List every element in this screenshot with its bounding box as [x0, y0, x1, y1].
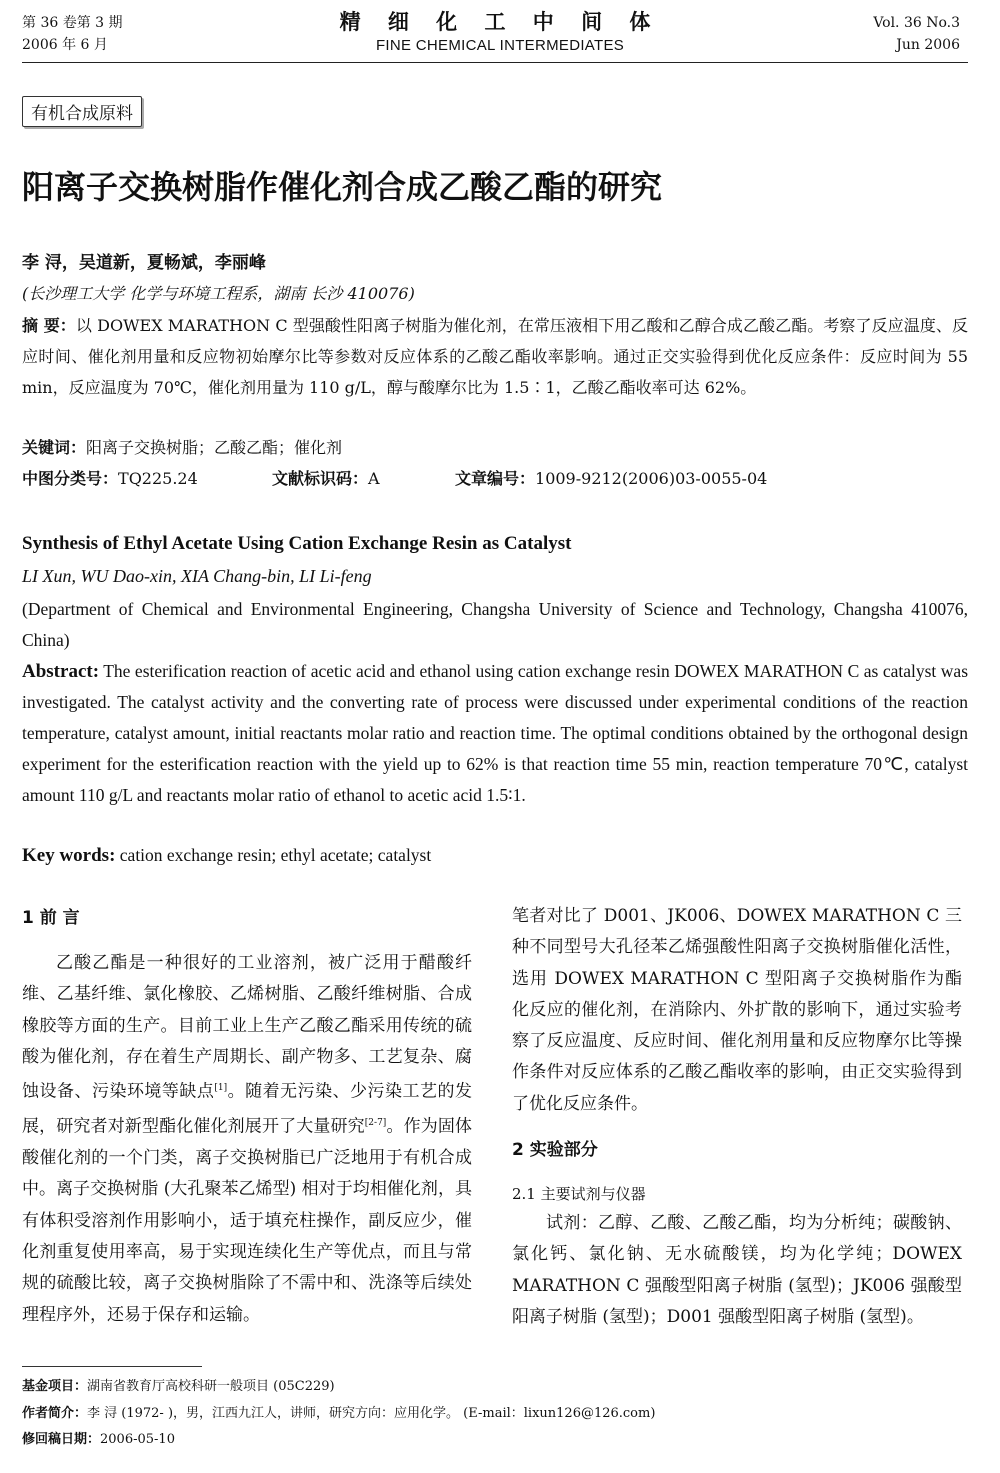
- author-bio-text: 李 浔 (1972- )，男，江西九江人，讲师，研究方向：应用化学。 (E-mail：lixun126@126.com): [87, 1406, 656, 1421]
- section-heading-2: 2 实验部分: [512, 1140, 598, 1160]
- journal-masthead: [0, 8, 1000, 56]
- keywords-en: [22, 840, 968, 871]
- authors-en: LI Xun, WU Dao-xin, XIA Chang-bin, LI Li-feng: [22, 566, 372, 586]
- footnote-rule: [22, 1366, 202, 1367]
- doc-code-label: 文献标识码：: [272, 469, 369, 488]
- article-no-value: 1009-9212(2006)03-0055-04: [535, 469, 768, 488]
- article-no-label: 文章编号：: [455, 469, 536, 488]
- doc-code-value: A: [368, 469, 380, 488]
- keywords-en-text: cation exchange resin; ethyl acetate; catalyst: [115, 845, 432, 865]
- subsection-2-1-paragraph: 试剂：乙醇、乙酸、乙酸乙酯，均为分析纯；碳酸钠、氯化钙、氯化钠、无水硫酸镁，均为化学纯；DOWEX MARATHON C 强酸型阳离子树脂 (氢型)；JK006 强酸型阳离子树脂 (氢型)；D001 强酸型阳离子树脂 (氢型)。: [512, 1213, 962, 1327]
- journal-name-en: FINE CHEMICAL INTERMEDIATES: [375, 37, 625, 54]
- keywords-en-label: Key words:: [22, 845, 116, 866]
- abstract-zh: [22, 310, 968, 403]
- citation-ref: [2-7]: [364, 1118, 387, 1129]
- column-tag: 有机合成原料: [22, 96, 142, 127]
- paper-title-en: Synthesis of Ethyl Acetate Using Cation Exchange Resin as Catalyst: [22, 533, 572, 554]
- footnote-revised-date: [22, 1430, 175, 1450]
- affiliation-zh: (长沙理工大学 化学与环境工程系，湖南 长沙 410076): [22, 284, 415, 303]
- keywords-zh: [22, 432, 968, 463]
- citation-ref: [1]: [214, 1083, 228, 1094]
- funding-text: 湖南省教育厅高校科研一般项目 (05C229): [87, 1379, 335, 1394]
- abstract-en-label: Abstract:: [22, 661, 100, 682]
- header-rule: [22, 62, 968, 63]
- date-label: 2006 年 6 月: [22, 37, 108, 53]
- paper-title-zh: 阳离子交换树脂作催化剂合成乙酸乙酯的研究: [22, 168, 663, 206]
- author-bio-label: 作者简介：: [22, 1406, 88, 1421]
- clc-value: TQ225.24: [118, 469, 198, 488]
- section-1-paragraph: [22, 948, 472, 1331]
- volume-label: Vol. 36 No.3: [873, 15, 960, 31]
- funding-label: 基金项目：: [22, 1379, 88, 1394]
- authors-zh: 李 浔，吴道新，夏畅斌，李丽峰: [22, 253, 266, 273]
- date-label-en: Jun 2006: [896, 37, 960, 53]
- clc-label: 中图分类号：: [22, 469, 119, 488]
- section-heading-1: 1 前 言: [22, 908, 80, 928]
- body-text: 。随着无污染、少污染工艺的发展，研究者对新型酯化催化剂展开了大量研究: [22, 1081, 473, 1137]
- journal-name-zh: 精 细 化 工 中 间 体: [339, 10, 661, 34]
- abstract-label: 摘 要：: [22, 316, 76, 335]
- revised-date-label: 修回稿日期：: [22, 1432, 101, 1447]
- running-header-right: [873, 12, 960, 56]
- revised-date-text: 2006-05-10: [100, 1432, 175, 1447]
- abstract-text: 以 DOWEX MARATHON C 型强酸性阳离子树脂为催化剂，在常压液相下用乙酸和乙醇合成乙酸乙酯。考察了反应温度、反应时间、催化剂用量和反应物初始摩尔比等参数对反应体系的乙酸乙酯收率影响。通过正交实验得到优化反应条件：反应时间为 55 min，反应温度为 70℃，催化剂用量为 110 g/L，醇与酸摩尔比为 1.5∶1，乙酸乙酯收率可达 62%。: [22, 316, 968, 397]
- subsection-heading-2-1: 2.1 主要试剂与仪器: [512, 1185, 646, 1203]
- issue-label: 第 36 卷第 3 期: [22, 15, 123, 31]
- abstract-en-text: The esterification reaction of acetic acid and ethanol using cation exchange resin DOWEX MARATHON C as catalyst was investigated. The catalyst activity and the converting rate of process were discussed under experimental conditions of the reaction temperature, catalyst amount, initial reactants molar ratio and reaction time. The optimal conditions obtained by the orthogonal design experiment for the esterification reaction with the yield up to 62% is that reaction time 55 min, reaction temperature 70℃, catalyst amount 110 g/L and reactants molar ratio of ethanol to acetic acid 1.5∶1.: [22, 661, 968, 805]
- section-1-paragraph-cont: 笔者对比了 D001、JK006、DOWEX MARATHON C 三种不同型号大孔径苯乙烯强酸性阳离子交换树脂催化活性，选用 DOWEX MARATHON C 型阳离子交换树脂作为酯化反应的催化剂，在消除内、外扩散的影响下，通过实验考察了反应温度、反应时间、催化剂用量和反应物摩尔比等操作条件对反应体系的乙酸乙酯收率的影响，由正交实验得到了优化反应条件。: [512, 906, 962, 1114]
- footnote-funding: [22, 1377, 335, 1397]
- body-text: 乙酸乙酯是一种很好的工业溶剂，被广泛用于醋酸纤维、乙基纤维、氯化橡胶、乙烯树脂、乙酸纤维树脂、合成橡胶等方面的生产。目前工业上生产乙酸乙酯采用传统的硫酸为催化剂，存在着生产周期长、副产物多、工艺复杂、腐蚀设备、污染环境等缺点: [22, 953, 472, 1102]
- body-text: 。作为固体酸催化剂的一个门类，离子交换树脂已广泛地用于有机合成中。离子交换树脂 (大孔聚苯乙烯型) 相对于均相催化剂，具有体积受溶剂作用影响小，适于填充柱操作，副反应少，催化剂重复使用率高，易于实现连续化生产等优点，而且与常规的硫酸比较，离子交换树脂除了不需中和、洗涤等后续处理程序外，还易于保存和运输。: [22, 1116, 473, 1325]
- keywords-text: 阳离子交换树脂；乙酸乙酯；催化剂: [86, 438, 343, 457]
- footnote-author-bio: [22, 1404, 655, 1424]
- abstract-en: [22, 656, 968, 811]
- affiliation-en: (Department of Chemical and Environmental Engineering, Changsha University of Science and Technology, Changsha 410076, China): [22, 599, 968, 650]
- keywords-label: 关键词：: [22, 438, 87, 457]
